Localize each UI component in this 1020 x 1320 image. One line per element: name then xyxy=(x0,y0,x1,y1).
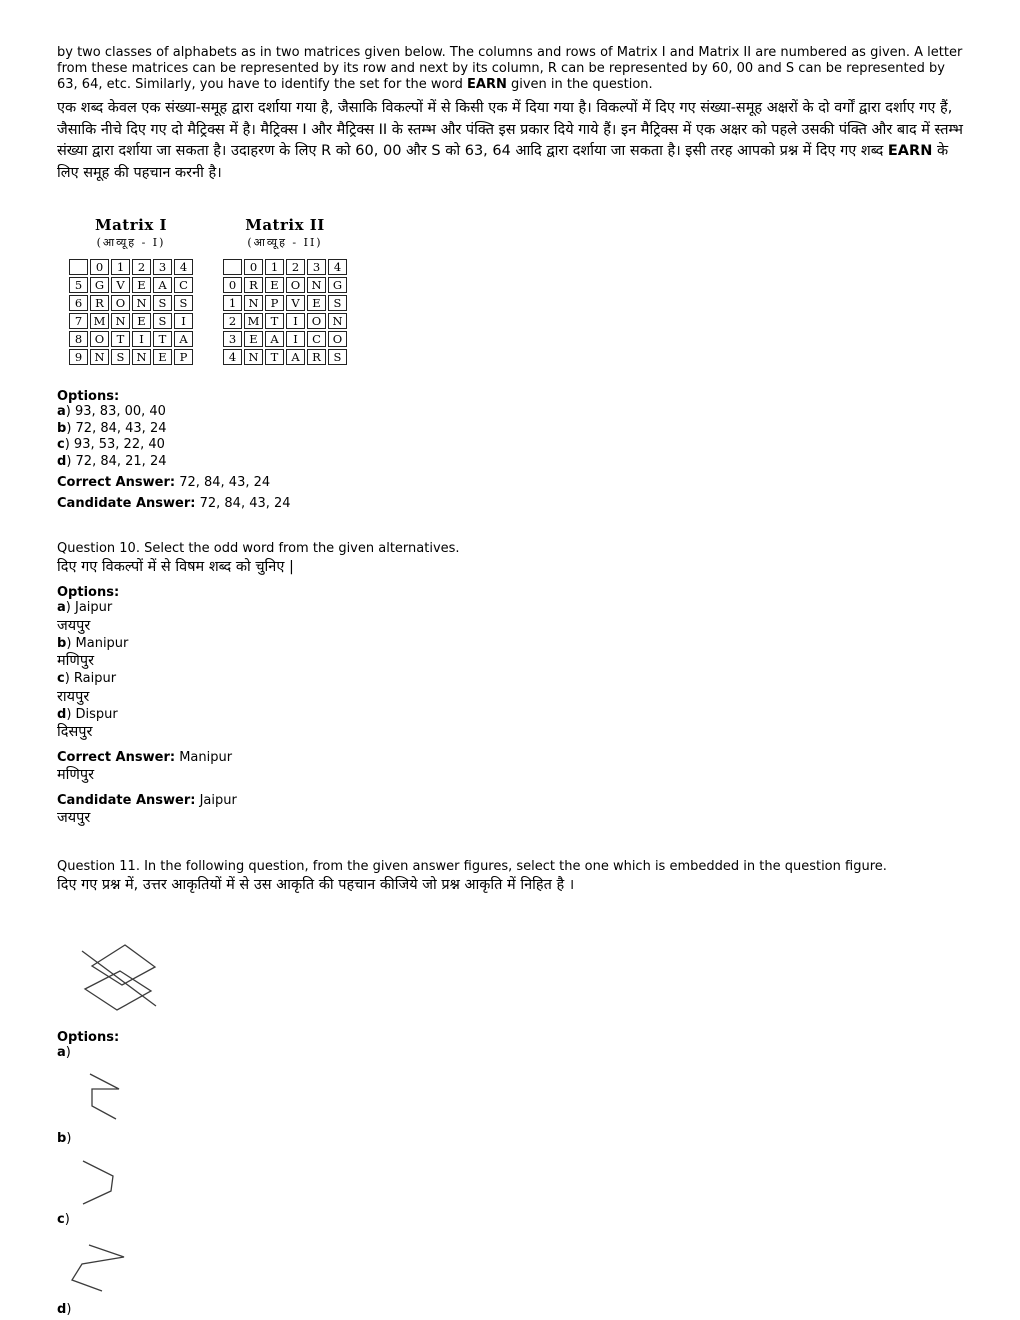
matrix-cell: O xyxy=(286,277,305,293)
matrix-cell: S xyxy=(328,349,347,365)
matrix-row-header: 2 xyxy=(223,313,242,329)
matrix-col-header: 4 xyxy=(328,259,347,275)
option-paren: ) xyxy=(66,1301,72,1317)
q11-title-hindi: दिए गए प्रश्न में, उत्तर आकृतियों में से उस आकृति की पहचान कीजिये जो प्रश्न आकृति में निहित है । xyxy=(57,877,575,893)
q11-option-a-label xyxy=(57,1045,963,1062)
matrix-cell: C xyxy=(174,277,193,293)
matrix-col-header: 0 xyxy=(244,259,263,275)
matrix-row-header: 0 xyxy=(223,277,242,293)
correct-answer-value: Manipur xyxy=(175,750,233,765)
matrix-row xyxy=(69,313,193,329)
option-letter: a xyxy=(57,600,66,615)
matrix-cell: I xyxy=(286,331,305,347)
zigzag-shape-a xyxy=(90,1074,119,1119)
matrix-row xyxy=(69,277,193,293)
matrix-cell: T xyxy=(265,313,284,329)
q10-candidate-answer-hindi: जयपुर xyxy=(57,810,91,826)
matrix-cell: T xyxy=(153,331,172,347)
matrix-2-block xyxy=(221,216,349,367)
matrix-row-header: 7 xyxy=(69,313,88,329)
intro-hi-text: एक शब्द केवल एक संख्या-समूह द्वारा दर्शाया गया है, जैसाकि विकल्पों में से किसी एक में दिया गया है। विकल्पों में दिए गए संख्या-समूह अक्षरों के दो वर्गों द्वारा दर्शाए गए हैं, जैसाकि नीचे दिए गए दो मैट्रिक्स में है। मैट्रिक्स I और मैट्रिक्स II के स्तम्भ और पंक्ति इस प्रकार दिये गाये हैं। इन मैट्रिक्स में एक अक्षर को पहले उसकी पंक्ति और बाद में स्तम्भ संख्या द्वारा दर्शाया जा सकता है। उदाहरण के लिए R को 60, 00 और S को 63, 64 आदि द्वारा दर्शाया जा सकता है। इसी तरह आपको प्रश्न में दिए गए शब्द xyxy=(57,100,964,159)
matrix-corner-cell xyxy=(69,259,88,275)
matrix-1-table xyxy=(67,257,195,367)
chevron-shape-b xyxy=(83,1161,113,1204)
matrix-row-header: 8 xyxy=(69,331,88,347)
matrix-cell: I xyxy=(174,313,193,329)
correct-answer-value: 72, 84, 43, 24 xyxy=(175,475,271,490)
matrix-row-header: 3 xyxy=(223,331,242,347)
option-a-figure xyxy=(75,1068,145,1123)
matrix-cell: N xyxy=(111,313,130,329)
q9-option-c xyxy=(57,437,963,454)
matrix-cell: S xyxy=(153,295,172,311)
option-paren: ) xyxy=(65,600,71,615)
option-text: Raipur xyxy=(69,671,117,686)
q10-options-heading: Options: xyxy=(57,585,120,600)
q9-option-b xyxy=(57,421,963,438)
matrix-cell: I xyxy=(132,331,151,347)
matrix-1-block xyxy=(67,216,195,367)
matrix-col-header: 4 xyxy=(174,259,193,275)
q10-title-hindi: दिए गए विकल्पों में से विषम शब्द को चुनिए | xyxy=(57,559,294,575)
matrix-cell: N xyxy=(90,349,109,365)
option-text: Jaipur xyxy=(70,600,113,615)
option-letter: b xyxy=(57,420,67,436)
matrix-cell: E xyxy=(265,277,284,293)
q10-option-a-hi: जयपुर xyxy=(57,617,91,634)
matrix-cell: N xyxy=(132,295,151,311)
matrix-row xyxy=(223,277,347,293)
candidate-answer-label: Candidate Answer: xyxy=(57,793,196,808)
matrix-1-header-row xyxy=(69,259,193,275)
q10-option-c-en xyxy=(57,671,963,688)
q10-option-d-en xyxy=(57,707,963,724)
matrix-col-header: 3 xyxy=(307,259,326,275)
matrix-row xyxy=(223,295,347,311)
matrix-col-header: 1 xyxy=(111,259,130,275)
matrix-row xyxy=(223,313,347,329)
option-letter: d xyxy=(57,1301,67,1317)
q11-option-d-label xyxy=(57,1302,963,1319)
lower-diamond-shape xyxy=(85,971,151,1010)
candidate-answer-label: Candidate Answer: xyxy=(57,496,196,511)
option-letter: a xyxy=(57,1045,66,1060)
matrix-cell: A xyxy=(265,331,284,347)
matrix-col-header: 3 xyxy=(153,259,172,275)
option-letter: c xyxy=(57,437,65,452)
q11-options-heading: Options: xyxy=(57,1030,120,1045)
option-paren: ) xyxy=(66,420,72,436)
matrix-cell: A xyxy=(174,331,193,347)
matrix-col-header: 2 xyxy=(286,259,305,275)
correct-answer-label: Correct Answer: xyxy=(57,475,176,490)
matrix-cell: N xyxy=(328,313,347,329)
correct-answer-label: Correct Answer: xyxy=(57,750,176,765)
option-text: Dispur xyxy=(71,706,118,722)
matrix-cell: V xyxy=(111,277,130,293)
matrix-cell: O xyxy=(307,313,326,329)
option-letter: c xyxy=(57,671,65,686)
intro-hi-keyword: EARN xyxy=(887,143,933,159)
q11-section xyxy=(57,858,963,1318)
matrix-col-header: 1 xyxy=(265,259,284,275)
option-letter: b xyxy=(57,635,67,651)
matrix-2-header-row xyxy=(223,259,347,275)
matrix-row-header: 1 xyxy=(223,295,242,311)
option-paren: ) xyxy=(64,437,70,452)
option-text: Manipur xyxy=(71,635,129,651)
matrix-cell: P xyxy=(265,295,284,311)
matrix-cell: N xyxy=(244,349,263,365)
matrix-cell: O xyxy=(328,331,347,347)
intro-paragraph-hindi xyxy=(57,98,963,184)
matrix-cell: S xyxy=(153,313,172,329)
option-paren: ) xyxy=(64,1212,70,1227)
matrix-cell: A xyxy=(153,277,172,293)
matrix-cell: V xyxy=(286,295,305,311)
matrix-row-header: 6 xyxy=(69,295,88,311)
matrix-cell: G xyxy=(328,277,347,293)
matrix-cell: I xyxy=(286,313,305,329)
option-paren: ) xyxy=(65,404,71,419)
option-c-figure xyxy=(65,1238,145,1296)
intro-en-text: by two classes of alphabets as in two matrices given below. The columns and rows of Matrix I and Matrix II are numbered as given. A letter from these matrices can be represented by its row and next by its column, R can be represented by 60, 00 and S can be represented by 63, 64, etc. Similarly, you have to identify the set for the word xyxy=(57,45,963,92)
question-figure xyxy=(72,938,164,1014)
q10-option-a-en xyxy=(57,600,963,617)
matrix-cell: E xyxy=(132,277,151,293)
matrix-cell: T xyxy=(111,331,130,347)
candidate-answer-value: 72, 84, 43, 24 xyxy=(195,496,291,511)
candidate-answer-value: Jaipur xyxy=(195,793,237,808)
q10-option-d-hi: दिसपुर xyxy=(57,724,93,740)
q9-candidate-answer xyxy=(57,496,963,512)
zigzag-shape-c xyxy=(72,1245,124,1291)
option-paren: ) xyxy=(65,1045,71,1060)
matrix-2-subtitle: (आव्यूह - II) xyxy=(247,236,323,249)
matrix-cell: R xyxy=(307,349,326,365)
q9-option-a xyxy=(57,404,963,421)
option-text: 72, 84, 21, 24 xyxy=(71,453,167,469)
matrix-cell: N xyxy=(307,277,326,293)
q10-option-b-en xyxy=(57,636,963,653)
matrix-row xyxy=(223,349,347,365)
q10-option-b-hi: मणिपुर xyxy=(57,653,95,669)
matrix-cell: R xyxy=(244,277,263,293)
q10-correct-answer-hindi: मणिपुर xyxy=(57,767,95,783)
matrix-cell: E xyxy=(132,313,151,329)
matrix-cell: N xyxy=(132,349,151,365)
matrix-1-subtitle: (आव्यूह - I) xyxy=(96,236,166,249)
intro-paragraph-english xyxy=(57,45,963,93)
matrix-row-header: 4 xyxy=(223,349,242,365)
matrix-1-title: Matrix I xyxy=(94,216,168,234)
matrix-col-header: 2 xyxy=(132,259,151,275)
intro-en-keyword: EARN xyxy=(467,77,507,92)
option-letter: d xyxy=(57,453,67,469)
q9-correct-answer xyxy=(57,475,963,491)
option-b-figure xyxy=(75,1154,145,1206)
q10-option-c-hi: रायपुर xyxy=(57,688,90,705)
option-paren: ) xyxy=(66,1130,72,1146)
matrix-row xyxy=(69,349,193,365)
matrix-cell: E xyxy=(153,349,172,365)
matrix-cell: G xyxy=(90,277,109,293)
q11-option-b-label xyxy=(57,1131,963,1148)
matrix-2-table xyxy=(221,257,349,367)
matrix-cell: O xyxy=(90,331,109,347)
matrix-cell: P xyxy=(174,349,193,365)
matrix-row-header: 5 xyxy=(69,277,88,293)
option-paren: ) xyxy=(66,453,72,469)
matrix-cell: S xyxy=(174,295,193,311)
matrix-corner-cell xyxy=(223,259,242,275)
matrix-cell: M xyxy=(90,313,109,329)
matrix-row-header: 9 xyxy=(69,349,88,365)
option-letter: a xyxy=(57,404,66,419)
q11-title: Question 11. In the following question, from the given answer figures, select the one which is embedded in the question figure. xyxy=(57,859,887,874)
q9-options-heading: Options: xyxy=(57,389,120,404)
matrix-row xyxy=(69,331,193,347)
matrix-cell: N xyxy=(244,295,263,311)
q10-correct-answer xyxy=(57,750,963,766)
q9-options-section xyxy=(57,389,963,512)
matrix-row xyxy=(223,331,347,347)
matrix-cell: S xyxy=(111,349,130,365)
matrix-cell: O xyxy=(111,295,130,311)
option-text: 93, 83, 00, 40 xyxy=(70,404,166,419)
option-text: 72, 84, 43, 24 xyxy=(71,420,167,436)
matrix-cell: E xyxy=(307,295,326,311)
intro-hi-text-after: के लिए समूह की पहचान करनी है। xyxy=(57,143,949,181)
matrix-row xyxy=(69,295,193,311)
matrix-cell: A xyxy=(286,349,305,365)
matrix-cell: C xyxy=(307,331,326,347)
matrix-cell: R xyxy=(90,295,109,311)
option-paren: ) xyxy=(64,671,70,686)
option-paren: ) xyxy=(66,706,72,722)
matrices-section xyxy=(67,216,963,367)
q10-candidate-answer xyxy=(57,793,963,809)
q10-section xyxy=(57,540,963,828)
intro-en-text-after: given in the question. xyxy=(506,77,653,92)
matrix-col-header: 0 xyxy=(90,259,109,275)
matrix-2-title: Matrix II xyxy=(245,216,325,234)
matrix-cell: S xyxy=(328,295,347,311)
q10-title: Question 10. Select the odd word from the given alternatives. xyxy=(57,541,460,556)
q9-option-d xyxy=(57,454,963,471)
matrix-cell: M xyxy=(244,313,263,329)
matrix-cell: T xyxy=(265,349,284,365)
matrix-cell: E xyxy=(244,331,263,347)
option-text: 93, 53, 22, 40 xyxy=(69,437,165,452)
option-letter: c xyxy=(57,1212,65,1227)
option-letter: b xyxy=(57,1130,67,1146)
option-letter: d xyxy=(57,706,67,722)
q11-option-c-label xyxy=(57,1212,963,1229)
option-paren: ) xyxy=(66,635,72,651)
